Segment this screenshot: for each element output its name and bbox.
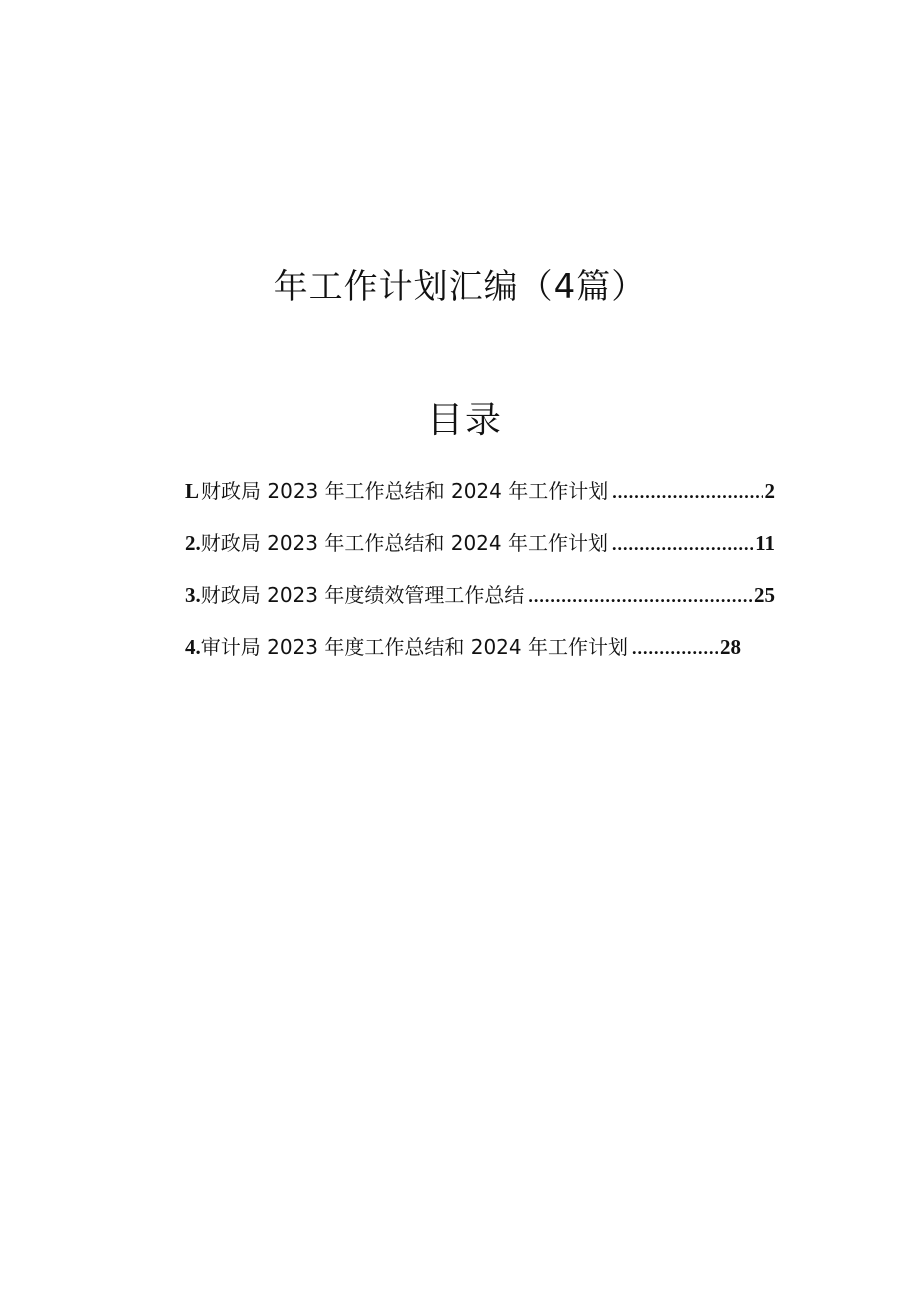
toc-entry-title: 财政局 2023 年工作总结和 2024 年工作计划 (200, 531, 608, 555)
toc-entry-page: 28 (720, 635, 741, 659)
toc-entry-number: 4 (185, 635, 196, 659)
toc-entry-2[interactable] (185, 528, 775, 558)
toc-entry-title: 审计局 2023 年度工作总结和 2024 年工作计划 (200, 635, 628, 659)
toc-leader-dots (612, 477, 762, 507)
toc-entry-separator: . (195, 583, 201, 607)
toc-entry-title: 财政局 2023 年度绩效管理工作总结 (200, 583, 525, 607)
toc-entry-1[interactable] (185, 476, 775, 506)
toc-entry-separator: . (195, 531, 201, 555)
toc-entry-number: 2 (185, 531, 196, 555)
toc-entry-3[interactable] (185, 580, 775, 610)
toc-leader-dots (632, 633, 718, 663)
toc-entry-page: 2 (764, 479, 775, 503)
toc-entry-number: 3 (185, 583, 196, 607)
toc-entry-4[interactable] (185, 632, 741, 662)
toc-entry-page: 25 (754, 583, 775, 607)
toc-leader-dots (612, 529, 753, 559)
toc-heading: 目录 (426, 400, 503, 441)
document-title: 年工作计划汇编（4篇） (273, 267, 647, 307)
toc-entry-number: L (185, 479, 200, 503)
toc-leader-dots (528, 581, 752, 611)
toc-entry-title: 财政局 2023 年工作总结和 2024 年工作计划 (201, 479, 609, 503)
toc-entry-separator: . (195, 635, 201, 659)
toc-entry-page: 11 (755, 531, 775, 555)
